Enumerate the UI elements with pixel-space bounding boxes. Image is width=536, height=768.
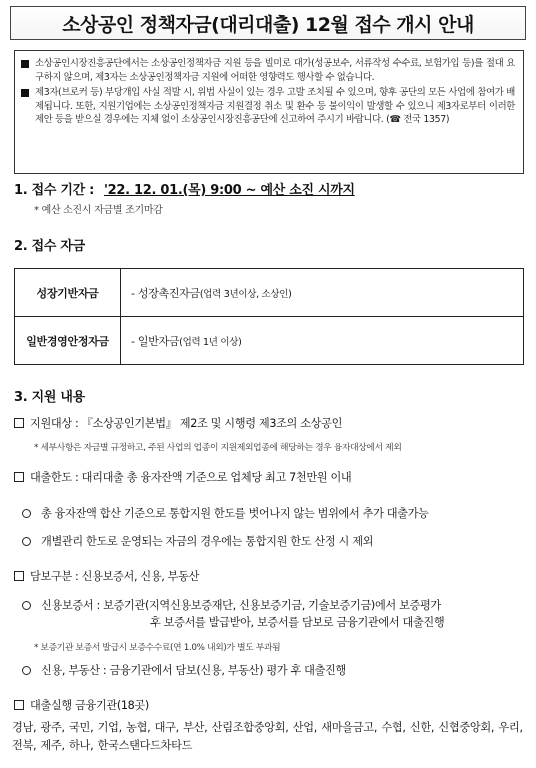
target-line <box>14 415 342 431</box>
reception-period: '22. 12. 01.(목) 9:00 ~ 예산 소진 시까지 <box>104 183 355 198</box>
checkbox-bullet-icon <box>14 571 24 581</box>
banks-heading: 대출실행 금융기관(18곳) <box>30 699 149 712</box>
square-bullet-icon <box>21 89 29 97</box>
section-2-heading: 2. 접수 자금 <box>14 239 85 254</box>
page-title: 소상공인 정책자금(대리대출) 12월 접수 개시 안내 <box>62 13 474 36</box>
limit-line <box>14 469 351 485</box>
collateral-item-text: 신용보증서 : 보증기관(지역신용보증재단, 신용보증기금, 기술보증기금)에서 보증평가 <box>41 599 441 612</box>
fund-category: 일반경영안정자금 <box>15 317 121 365</box>
table-row <box>15 317 524 365</box>
fund-detail <box>121 269 524 317</box>
guarantee-fee-note: * 보증기관 보증서 발급시 보증수수료(연 1.0% 내외)가 별도 부과됨 <box>34 643 281 653</box>
target-text: 지원대상 : 『소상공인기본법』 제2조 및 시행령 제3조의 소상공인 <box>30 417 343 430</box>
limit-item-text: 개별관리 한도로 운영되는 자금의 경우에는 통합지원 한도 산정 시 제외 <box>41 535 374 548</box>
collateral-item <box>14 662 346 678</box>
bank-list: 경남, 광주, 국민, 기업, 농협, 대구, 부산, 산림조합중앙회, 산업, 새마을금고, 수협, 신한, 신협중앙회, 우리, 전북, 제주, 하나, 한국스탠다드차타드 <box>12 721 523 752</box>
limit-item <box>14 533 373 549</box>
fund-name: - 일반자금 <box>131 334 180 348</box>
warning-notice-box <box>14 50 524 174</box>
fund-detail <box>121 317 524 365</box>
notice-text: 제3자(브로커 등) 부당개입 사실 적발 시, 위법 사실이 있는 경우 고발 조치될 수 있으며, 향후 공단의 모든 사업에 참여가 배제됩니다. 또한, 지원기업에는 소상공인정책자금 지원결정 취소 및 환수 등 불이익이 발생할 수 있으니 제3자로부터 이러한 제안 등을 받으실 경우에는 지체 없이 소상공인시장진흥공단에 신고하여 주시기 바랍니다. (☎ 전국 1357) <box>35 87 515 125</box>
target-note: * 세부사항은 자금별 규정하고, 주된 사업의 업종이 지원제외업종에 해당하는 경우 융자대상에서 제외 <box>34 443 402 453</box>
collateral-item <box>14 597 441 613</box>
notice-item <box>21 86 515 127</box>
section-1-heading <box>14 179 355 198</box>
section-3-heading: 3. 지원 내용 <box>14 390 85 405</box>
checkbox-bullet-icon <box>14 418 24 428</box>
early-close-note: * 예산 소진시 자금별 조기마감 <box>34 205 163 216</box>
limit-item-text: 총 융자잔액 합산 기준으로 통합지원 한도를 벗어나지 않는 범위에서 추가 대출가능 <box>41 507 429 520</box>
notice-text: 소상공인시장진흥공단에서는 소상공인정책자금 지원 등을 빌미로 대가(성공보수, 서류작성 수수료, 보험가입 등)를 절대 요구하지 않으며, 제3자는 소상공인정책자금 지원에 어떠한 영향력도 행사할 수 없습니다. <box>35 58 515 83</box>
fund-condition: (업력 3년이상, 소상인) <box>199 288 292 300</box>
limit-item <box>14 505 429 521</box>
notice-item <box>21 57 515 84</box>
circle-bullet-icon <box>22 601 31 610</box>
fund-table <box>14 268 524 365</box>
limit-text: 대출한도 : 대리대출 총 융자잔액 기준으로 업체당 최고 7천만원 이내 <box>30 471 352 484</box>
fund-name: - 성장촉진자금 <box>131 286 200 300</box>
title-box <box>10 6 526 40</box>
collateral-text: 담보구분 : 신용보증서, 신용, 부동산 <box>30 570 200 583</box>
collateral-item-continued: 후 보증서를 발급받아, 보증서를 담보로 금융기관에서 대출진행 <box>150 616 445 629</box>
collateral-line <box>14 568 199 584</box>
collateral-item-text: 신용, 부동산 : 금융기관에서 담보(신용, 부동산) 평가 후 대출진행 <box>41 664 346 677</box>
table-row <box>15 269 524 317</box>
checkbox-bullet-icon <box>14 472 24 482</box>
circle-bullet-icon <box>22 666 31 675</box>
fund-category: 성장기반자금 <box>15 269 121 317</box>
section-1-label: 1. 접수 기간 : <box>14 183 94 198</box>
fund-condition: (업력 1년 이상) <box>179 336 242 348</box>
checkbox-bullet-icon <box>14 700 24 710</box>
circle-bullet-icon <box>22 509 31 518</box>
circle-bullet-icon <box>22 537 31 546</box>
square-bullet-icon <box>21 60 29 68</box>
banks-line <box>14 697 149 713</box>
